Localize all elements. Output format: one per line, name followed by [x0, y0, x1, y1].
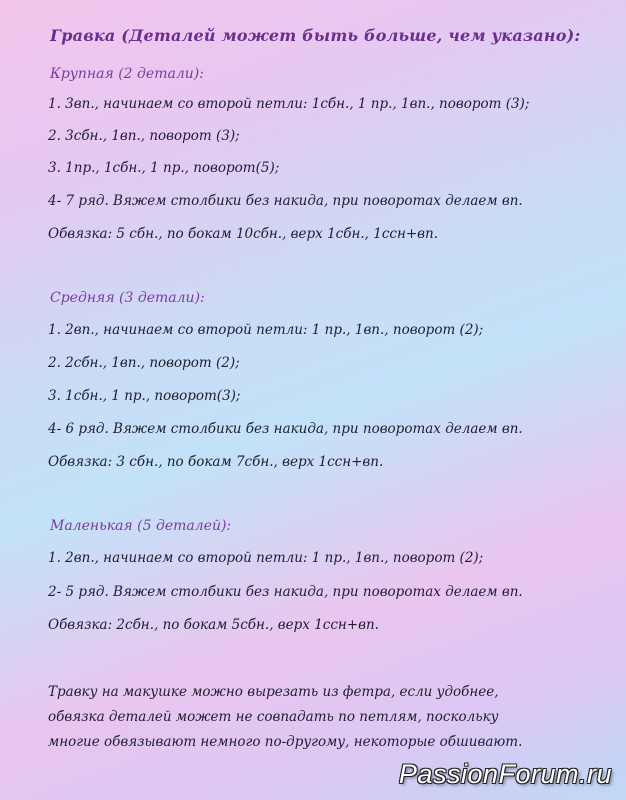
instruction-line: 2. 2сбн., 1вп., поворот (2); — [48, 355, 240, 371]
page-title: Гравка (Деталей может быть больше, чем указано): — [50, 26, 581, 45]
closing-note: Травку на макушке можно вырезать из фетра, если удобнее, обвязка деталей может не совпадать по петлям, поскольку многие обвязывают немного по-другому, некоторые обшивают. — [48, 684, 523, 750]
instruction-line: 2. 3сбн., 1вп., поворот (3); — [48, 128, 240, 144]
instruction-line: Обвязка: 3 сбн., по бокам 7сбн., верх 1ссн+вп. — [48, 454, 384, 470]
instruction-line: 1. 2вп., начинаем со второй петли: 1 пр., 1вп., поворот (2); — [48, 550, 484, 566]
instruction-line: 4- 7 ряд. Вяжем столбики без накида, при поворотах делаем вп. — [48, 193, 523, 209]
site-watermark: PassionForum.ru — [398, 759, 612, 789]
instruction-line: 3. 1сбн., 1 пр., поворот(3); — [48, 388, 241, 404]
instruction-line: 3. 1пр., 1сбн., 1 пр., поворот(5); — [48, 160, 280, 176]
instruction-line: 1. 2вп., начинаем со второй петли: 1 пр., 1вп., поворот (2); — [48, 322, 484, 338]
section-heading-small: Маленькая (5 деталей): — [50, 518, 232, 534]
instruction-line: 2- 5 ряд. Вяжем столбики без накида, при поворотах делаем вп. — [48, 584, 523, 600]
section-heading-medium: Средняя (3 детали): — [50, 290, 205, 306]
section-heading-large: Крупная (2 детали): — [50, 66, 204, 82]
instruction-line: Обвязка: 2сбн., по бокам 5сбн., верх 1ссн+вп. — [48, 617, 379, 633]
instruction-line: 4- 6 ряд. Вяжем столбики без накида, при поворотах делаем вп. — [48, 421, 523, 437]
instruction-line: 1. 3вп., начинаем со второй петли: 1сбн., 1 пр., 1вп., поворот (3); — [48, 96, 530, 112]
instruction-line: Обвязка: 5 сбн., по бокам 10сбн., верх 1сбн., 1ссн+вп. — [48, 226, 438, 242]
